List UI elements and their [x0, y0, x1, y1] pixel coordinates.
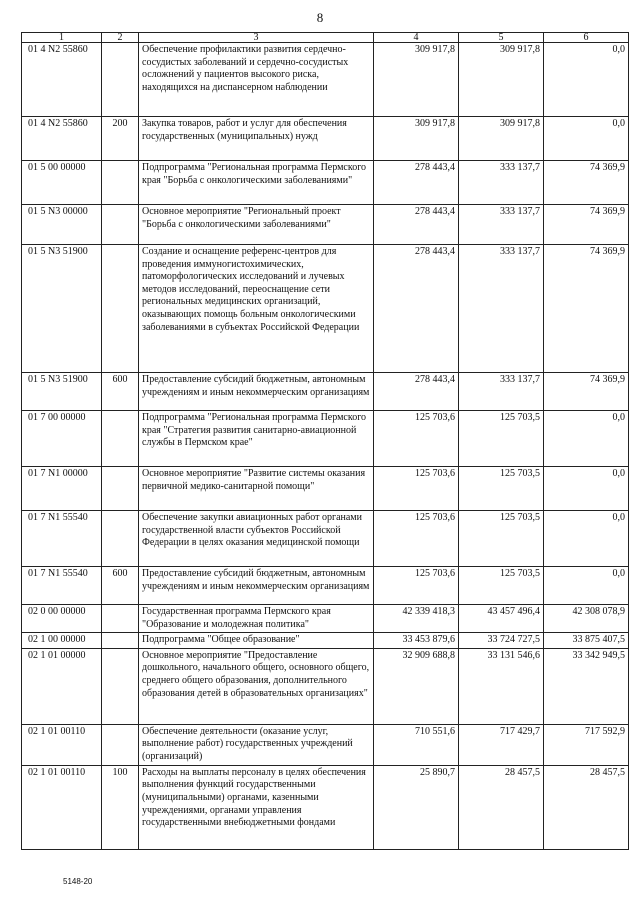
target-code-cell: 02 0 00 00000 [22, 605, 102, 633]
target-code-cell: 01 4 N2 55860 [22, 43, 102, 117]
target-code-cell: 01 7 N1 55540 [22, 567, 102, 605]
item-name-cell: Закупка товаров, работ и услуг для обеспечения государственных (муниципальных) нужд [139, 117, 374, 161]
item-name-cell: Создание и оснащение референс-центров для проведения иммуногистохимических, патоморфологических исследований и лучевых методов исследований, переоснащение сети региональных медицинских организаций, оказывающих помощь больным онкологическими заболеваниями в субъектах Российской Федерации [139, 245, 374, 373]
column-header-3: 3 [139, 33, 374, 43]
amount-col5-cell: 333 137,7 [459, 161, 544, 205]
item-name-cell: Подпрограмма "Региональная программа Пермского края "Стратегия развития санитарно-авиационной службы в Пермском крае" [139, 411, 374, 467]
expense-type-cell [102, 205, 139, 245]
expense-type-cell: 100 [102, 765, 139, 849]
amount-col5-cell: 309 917,8 [459, 117, 544, 161]
target-code-cell: 02 1 01 00000 [22, 648, 102, 724]
item-name-cell: Основное мероприятие "Региональный проект "Борьба с онкологическими заболеваниями" [139, 205, 374, 245]
column-header-2: 2 [102, 33, 139, 43]
amount-col5-cell: 125 703,5 [459, 411, 544, 467]
table-row [22, 724, 629, 765]
table-header-row [22, 33, 629, 43]
expense-type-cell [102, 411, 139, 467]
amount-col6-cell: 0,0 [544, 511, 629, 567]
target-code-cell: 02 1 01 00110 [22, 765, 102, 849]
amount-col5-cell: 309 917,8 [459, 43, 544, 117]
target-code-cell: 01 7 N1 00000 [22, 467, 102, 511]
amount-col4-cell: 32 909 688,8 [374, 648, 459, 724]
expense-type-cell [102, 245, 139, 373]
column-header-6: 6 [544, 33, 629, 43]
amount-col4-cell: 278 443,4 [374, 245, 459, 373]
amount-col6-cell: 0,0 [544, 43, 629, 117]
amount-col4-cell: 125 703,6 [374, 411, 459, 467]
item-name-cell: Предоставление субсидий бюджетным, автономным учреждениям и иным некоммерческим организациям [139, 567, 374, 605]
amount-col4-cell: 309 917,8 [374, 117, 459, 161]
item-name-cell: Основное мероприятие "Развитие системы оказания первичной медико-санитарной помощи" [139, 467, 374, 511]
amount-col4-cell: 278 443,4 [374, 373, 459, 411]
amount-col5-cell: 33 724 727,5 [459, 633, 544, 649]
table-row [22, 648, 629, 724]
expense-type-cell [102, 724, 139, 765]
table-row [22, 161, 629, 205]
item-name-cell: Основное мероприятие "Предоставление дошкольного, начального общего, основного общего, среднего общего образования, дополнительного образования детей в образовательных организациях" [139, 648, 374, 724]
amount-col4-cell: 125 703,6 [374, 567, 459, 605]
amount-col5-cell: 43 457 496,4 [459, 605, 544, 633]
expense-type-cell: 600 [102, 373, 139, 411]
table-row [22, 633, 629, 649]
amount-col4-cell: 278 443,4 [374, 161, 459, 205]
item-name-cell: Обеспечение деятельности (оказание услуг, выполнение работ) государственных учреждений (организаций) [139, 724, 374, 765]
expense-type-cell [102, 511, 139, 567]
table-row [22, 411, 629, 467]
target-code-cell: 01 5 N3 51900 [22, 373, 102, 411]
expense-type-cell [102, 633, 139, 649]
amount-col6-cell: 74 369,9 [544, 205, 629, 245]
expense-type-cell: 200 [102, 117, 139, 161]
amount-col6-cell: 42 308 078,9 [544, 605, 629, 633]
amount-col5-cell: 33 131 546,6 [459, 648, 544, 724]
column-header-1: 1 [22, 33, 102, 43]
amount-col6-cell: 0,0 [544, 411, 629, 467]
amount-col5-cell: 125 703,5 [459, 511, 544, 567]
table-row [22, 467, 629, 511]
amount-col6-cell: 74 369,9 [544, 373, 629, 411]
table-row [22, 511, 629, 567]
amount-col6-cell: 28 457,5 [544, 765, 629, 849]
expense-type-cell [102, 648, 139, 724]
expense-type-cell [102, 161, 139, 205]
target-code-cell: 02 1 01 00110 [22, 724, 102, 765]
item-name-cell: Расходы на выплаты персоналу в целях обеспечения выполнения функций государственными (муниципальными) органами, казенными учреждениями, органами управления государственными внебюджетными фондами [139, 765, 374, 849]
amount-col5-cell: 333 137,7 [459, 373, 544, 411]
amount-col6-cell: 0,0 [544, 467, 629, 511]
amount-col5-cell: 333 137,7 [459, 205, 544, 245]
amount-col4-cell: 125 703,6 [374, 511, 459, 567]
amount-col6-cell: 717 592,9 [544, 724, 629, 765]
amount-col6-cell: 74 369,9 [544, 245, 629, 373]
amount-col4-cell: 309 917,8 [374, 43, 459, 117]
table-row [22, 373, 629, 411]
amount-col6-cell: 33 342 949,5 [544, 648, 629, 724]
table-row [22, 567, 629, 605]
amount-col5-cell: 717 429,7 [459, 724, 544, 765]
item-name-cell: Подпрограмма "Общее образование" [139, 633, 374, 649]
budget-table [21, 32, 629, 850]
amount-col4-cell: 42 339 418,3 [374, 605, 459, 633]
item-name-cell: Обеспечение профилактики развития сердечно-сосудистых заболеваний и сердечно-сосудистых осложнений у пациентов высокого риска, находящихся на диспансерном наблюдении [139, 43, 374, 117]
page-number: 8 [316, 10, 324, 25]
expense-type-cell [102, 605, 139, 633]
target-code-cell: 01 4 N2 55860 [22, 117, 102, 161]
item-name-cell: Государственная программа Пермского края "Образование и молодежная политика" [139, 605, 374, 633]
amount-col4-cell: 25 890,7 [374, 765, 459, 849]
target-code-cell: 01 5 N3 00000 [22, 205, 102, 245]
target-code-cell: 01 7 N1 55540 [22, 511, 102, 567]
column-header-5: 5 [459, 33, 544, 43]
amount-col6-cell: 0,0 [544, 567, 629, 605]
table-row [22, 43, 629, 117]
amount-col6-cell: 0,0 [544, 117, 629, 161]
amount-col5-cell: 333 137,7 [459, 245, 544, 373]
table-row [22, 117, 629, 161]
expense-type-cell [102, 467, 139, 511]
expense-type-cell [102, 43, 139, 117]
table-row [22, 205, 629, 245]
target-code-cell: 01 7 00 00000 [22, 411, 102, 467]
expense-type-cell: 600 [102, 567, 139, 605]
item-name-cell: Подпрограмма "Региональная программа Пермского края "Борьба с онкологическими заболеваниями" [139, 161, 374, 205]
column-header-4: 4 [374, 33, 459, 43]
amount-col5-cell: 125 703,5 [459, 467, 544, 511]
table-row [22, 605, 629, 633]
target-code-cell: 01 5 00 00000 [22, 161, 102, 205]
amount-col4-cell: 33 453 879,6 [374, 633, 459, 649]
item-name-cell: Предоставление субсидий бюджетным, автономным учреждениям и иным некоммерческим организациям [139, 373, 374, 411]
amount-col4-cell: 125 703,6 [374, 467, 459, 511]
amount-col6-cell: 74 369,9 [544, 161, 629, 205]
amount-col6-cell: 33 875 407,5 [544, 633, 629, 649]
amount-col5-cell: 125 703,5 [459, 567, 544, 605]
table-row [22, 245, 629, 373]
item-name-cell: Обеспечение закупки авиационных работ органами государственной власти субъектов Российской Федерации в целях оказания медицинской помощи [139, 511, 374, 567]
target-code-cell: 02 1 00 00000 [22, 633, 102, 649]
amount-col4-cell: 710 551,6 [374, 724, 459, 765]
table-row [22, 765, 629, 849]
footer-code: 5148-20 [63, 877, 93, 886]
amount-col4-cell: 278 443,4 [374, 205, 459, 245]
amount-col5-cell: 28 457,5 [459, 765, 544, 849]
target-code-cell: 01 5 N3 51900 [22, 245, 102, 373]
